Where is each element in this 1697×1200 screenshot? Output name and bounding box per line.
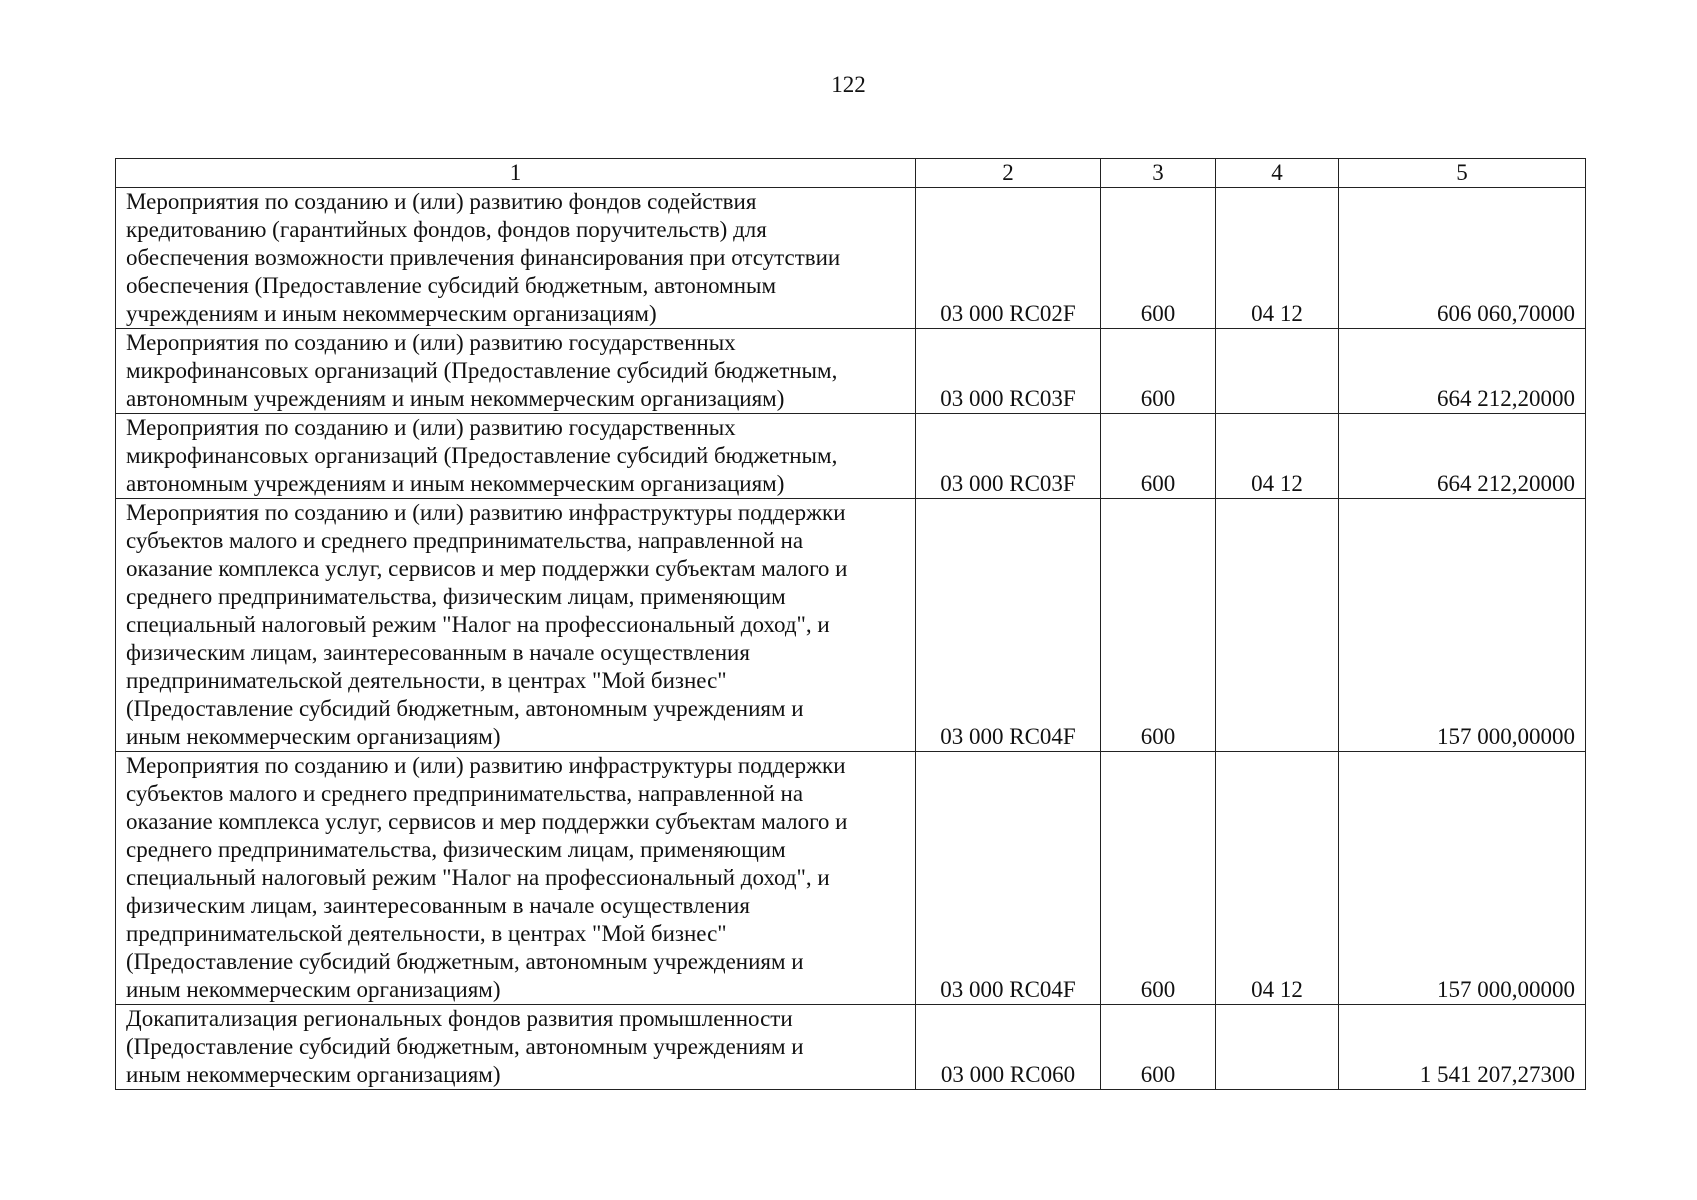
row-name-cell: Мероприятия по созданию и (или) развитию инфраструктуры поддержки субъектов малого и среднего предпринимательства, направленной на оказание комплекса услуг, сервисов и мер поддержки субъектам малого и среднего предпринимательства, физическим лицам, применяющим специальный налоговый режим "Налог на профессиональный доход", и физическим лицам, заинтересованным в начале осуществления предпринимательской деятельности, в центрах "Мой бизнес" (Предоставление субсидий бюджетным, автономным учреждениям и иным некоммерческим организациям): [116, 752, 916, 1005]
row-amount-cell: 664 212,20000: [1339, 329, 1586, 414]
row-type-cell: 600: [1101, 188, 1216, 329]
row-code-cell: 03 000 RC060: [916, 1005, 1101, 1090]
row-section-cell: [1216, 499, 1339, 752]
column-header-5: 5: [1339, 159, 1586, 188]
row-amount-cell: 606 060,70000: [1339, 188, 1586, 329]
row-code-cell: 03 000 RC03F: [916, 329, 1101, 414]
row-code-cell: 03 000 RC02F: [916, 188, 1101, 329]
row-section-cell: 04 12: [1216, 752, 1339, 1005]
row-section-cell: [1216, 329, 1339, 414]
column-header-1: 1: [116, 159, 916, 188]
table-row: [116, 329, 1586, 414]
row-name-cell: Мероприятия по созданию и (или) развитию фондов содействия кредитованию (гарантийных фондов, фондов поручительств) для обеспечения возможности привлечения финансирования при отсутствии обеспечения (Предоставление субсидий бюджетным, автономным учреждениям и иным некоммерческим организациям): [116, 188, 916, 329]
row-type-cell: 600: [1101, 752, 1216, 1005]
row-type-cell: 600: [1101, 499, 1216, 752]
row-type-cell: 600: [1101, 414, 1216, 499]
row-type-cell: 600: [1101, 1005, 1216, 1090]
row-amount-cell: 157 000,00000: [1339, 752, 1586, 1005]
table-header-row: [116, 159, 1586, 188]
row-type-cell: 600: [1101, 329, 1216, 414]
column-header-3: 3: [1101, 159, 1216, 188]
row-code-cell: 03 000 RC04F: [916, 499, 1101, 752]
row-section-cell: 04 12: [1216, 188, 1339, 329]
column-header-4: 4: [1216, 159, 1339, 188]
row-name-cell: Мероприятия по созданию и (или) развитию инфраструктуры поддержки субъектов малого и среднего предпринимательства, направленной на оказание комплекса услуг, сервисов и мер поддержки субъектам малого и среднего предпринимательства, физическим лицам, применяющим специальный налоговый режим "Налог на профессиональный доход", и физическим лицам, заинтересованным в начале осуществления предпринимательской деятельности, в центрах "Мой бизнес" (Предоставление субсидий бюджетным, автономным учреждениям и иным некоммерческим организациям): [116, 499, 916, 752]
row-amount-cell: 157 000,00000: [1339, 499, 1586, 752]
row-section-cell: 04 12: [1216, 414, 1339, 499]
row-name-cell: Мероприятия по созданию и (или) развитию государственных микрофинансовых организаций (Предоставление субсидий бюджетным, автономным учреждениям и иным некоммерческим организациям): [116, 329, 916, 414]
table-row: [116, 499, 1586, 752]
row-amount-cell: 664 212,20000: [1339, 414, 1586, 499]
row-name-cell: Мероприятия по созданию и (или) развитию государственных микрофинансовых организаций (Предоставление субсидий бюджетным, автономным учреждениям и иным некоммерческим организациям): [116, 414, 916, 499]
table-row: [116, 1005, 1586, 1090]
row-name-cell: Докапитализация региональных фондов развития промышленности (Предоставление субсидий бюджетным, автономным учреждениям и иным некоммерческим организациям): [116, 1005, 916, 1090]
budget-table: [115, 158, 1586, 1090]
row-code-cell: 03 000 RC04F: [916, 752, 1101, 1005]
table-row: [116, 414, 1586, 499]
table-row: [116, 188, 1586, 329]
row-section-cell: [1216, 1005, 1339, 1090]
row-code-cell: 03 000 RC03F: [916, 414, 1101, 499]
row-amount-cell: 1 541 207,27300: [1339, 1005, 1586, 1090]
table-row: [116, 752, 1586, 1005]
column-header-2: 2: [916, 159, 1101, 188]
page-number: 122: [831, 72, 866, 97]
